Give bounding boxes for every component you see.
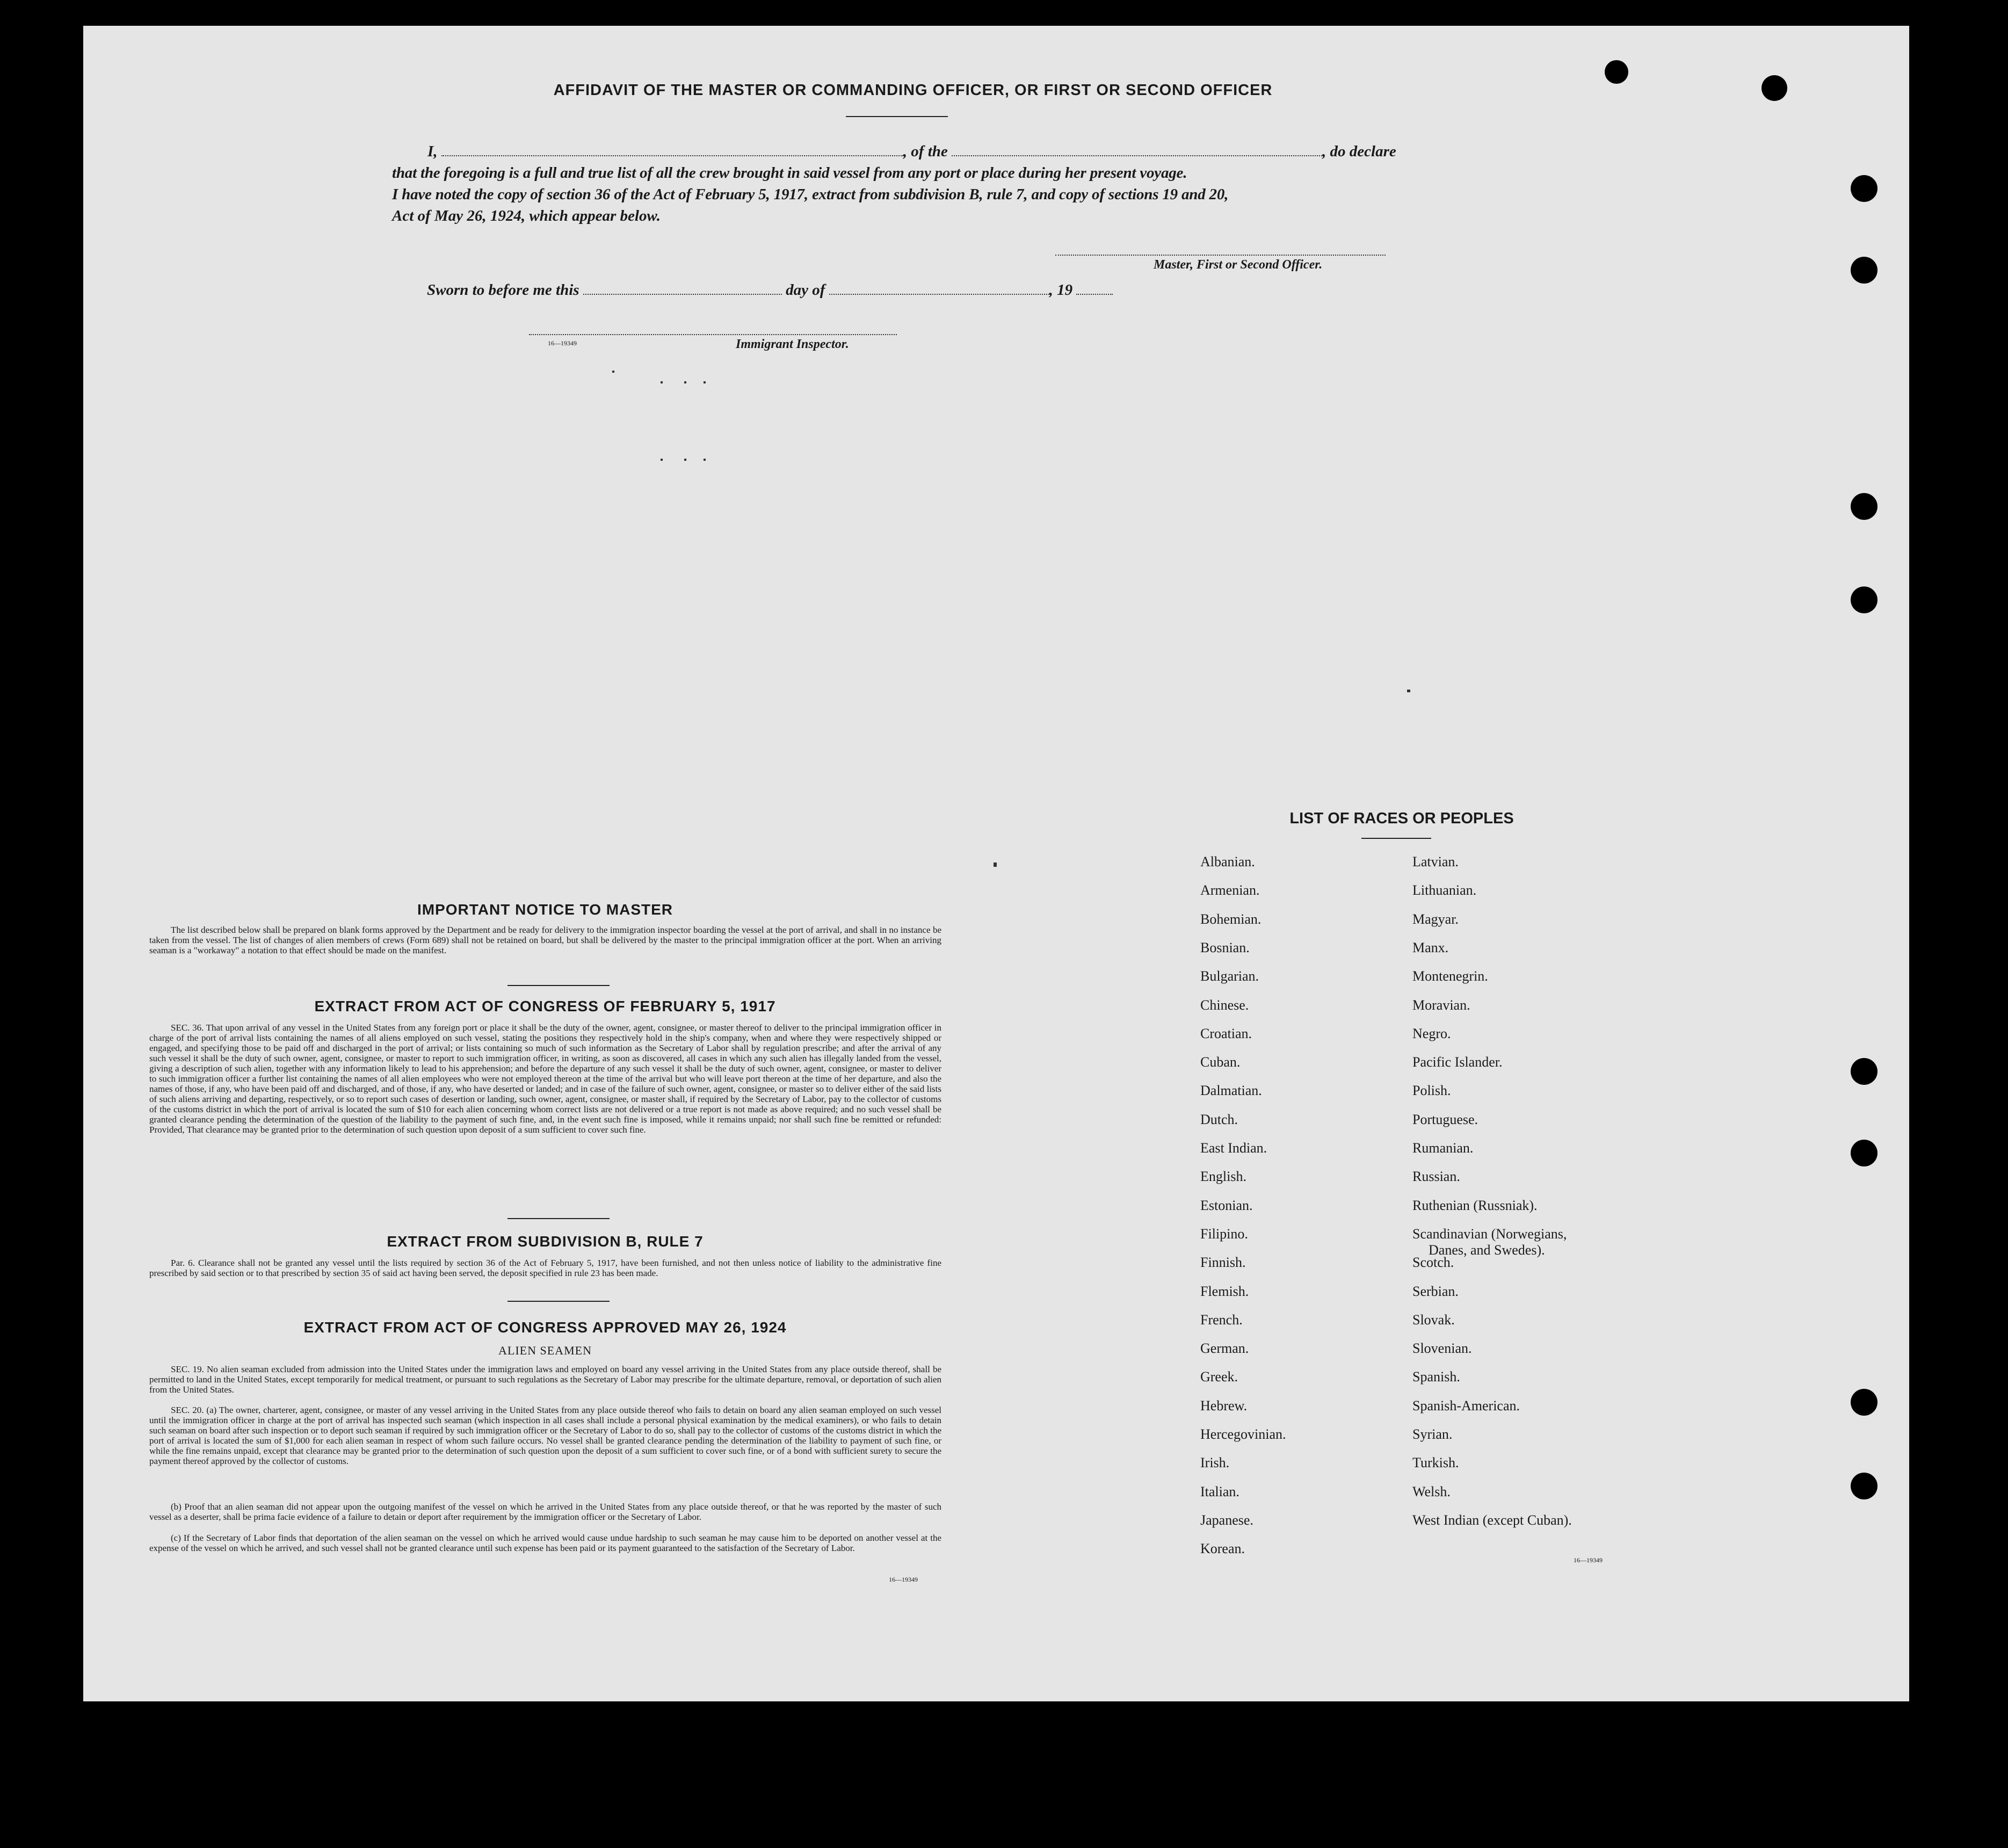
punch-hole	[1851, 1058, 1877, 1085]
race-item: Latvian.	[1412, 854, 1459, 869]
race-item: Lithuanian.	[1412, 882, 1477, 898]
race-item: Russian.	[1412, 1169, 1460, 1185]
title-underline	[846, 116, 948, 117]
extract-1924-sec19: SEC. 19. No alien seaman excluded from admission into the United States under the immigration laws and employed on board any vessel arriving in the United States from any place outside thereof, shall be permitted to land in the United States, except temporarily for medical treatment, or pursuant to such regulations as the Secretary of Labor may prescribe for the ultimate departure, removal, or deportation of such alien from the United States.	[149, 1364, 941, 1395]
section-divider	[508, 1301, 610, 1302]
vessel-name-field[interactable]	[952, 155, 1322, 156]
declaration-line-2: that the foregoing is a full and true list of all the crew brought in said vessel from any port or place during her present voyage.	[392, 164, 1187, 182]
extract-form-number: 16—19349	[889, 1576, 918, 1583]
race-item: Greek.	[1200, 1369, 1238, 1385]
race-item: Hercegovinian.	[1200, 1426, 1286, 1442]
race-item: Spanish.	[1412, 1369, 1460, 1385]
speck	[1407, 690, 1410, 692]
race-item: Slovak.	[1412, 1311, 1455, 1328]
do-declare-label: , do declare	[1322, 143, 1396, 160]
race-item: Albanian.	[1200, 854, 1255, 869]
race-item: Korean.	[1200, 1541, 1245, 1557]
race-item: Chinese.	[1200, 997, 1249, 1013]
speck	[661, 381, 663, 383]
race-item: Bohemian.	[1200, 911, 1262, 927]
races-form-number: 16—19349	[1574, 1556, 1603, 1564]
race-item: Danes, and Swedes).	[1429, 1242, 1545, 1258]
race-item: Finnish.	[1200, 1255, 1246, 1271]
race-item: Bulgarian.	[1200, 968, 1259, 984]
sworn-line	[427, 281, 1179, 299]
race-item: Dutch.	[1200, 1111, 1238, 1127]
race-item: Syrian.	[1412, 1426, 1453, 1442]
race-item: Japanese.	[1200, 1512, 1253, 1528]
master-signature-label: Master, First or Second Officer.	[1154, 258, 1323, 272]
sworn-day-field[interactable]	[583, 293, 782, 295]
declaration-line-3: I have noted the copy of section 36 of the Act of February 5, 1917, extract from subdivision B, rule 7, and copy of sections 19 and 20,	[392, 186, 1229, 203]
extract-1924-subtitle: ALIEN SEAMEN	[498, 1344, 592, 1357]
race-item: Estonian.	[1200, 1197, 1253, 1213]
race-item: Manx.	[1412, 939, 1449, 955]
race-item: Ruthenian (Russniak).	[1412, 1197, 1538, 1213]
race-item: Armenian.	[1200, 882, 1260, 898]
race-item: Spanish-American.	[1412, 1397, 1520, 1414]
punch-hole	[1851, 1473, 1877, 1499]
race-item: Montenegrin.	[1412, 968, 1488, 984]
speck	[704, 381, 706, 383]
race-item: Scandinavian (Norwegians,	[1412, 1226, 1567, 1242]
races-title: LIST OF RACES OR PEOPLES	[1289, 810, 1514, 827]
speck	[684, 459, 686, 461]
speck	[661, 459, 663, 461]
race-item: Magyar.	[1412, 911, 1459, 927]
speck	[684, 381, 686, 383]
race-item: Filipino.	[1200, 1226, 1248, 1242]
declarant-prefix: I,	[427, 143, 438, 160]
races-title-underline	[1361, 838, 1431, 839]
race-item: East Indian.	[1200, 1140, 1267, 1156]
extract-1924-sec20b: (b) Proof that an alien seaman did not appear upon the outgoing manifest of the vessel on which he arrived in the United States from any place outside thereof, or that he was reported by the master of such vessel as a deserter, shall be prima facie evidence of a failure to detain or deport after requirement by the immigration officer or the Secretary of Labor.	[149, 1502, 941, 1522]
race-item: Cuban.	[1200, 1054, 1241, 1070]
sworn-prefix: Sworn to before me this	[427, 281, 579, 299]
punch-hole	[1851, 586, 1877, 613]
of-the-label: , of the	[903, 143, 948, 160]
race-item: Serbian.	[1412, 1283, 1459, 1299]
punch-hole	[1851, 1389, 1877, 1416]
race-item: Italian.	[1200, 1483, 1239, 1499]
punch-hole	[1851, 175, 1877, 202]
day-of-label: day of	[786, 281, 825, 299]
extract-rule7-body: Par. 6. Clearance shall not be granted any vessel until the lists required by section 36 of the Act of February 5, 1917, have been furnished, and not then unless notice of liability to the administrative fine prescribed by said section or to that prescribed by section 35 of said act having been served, the deposit specified in rule 23 has been made.	[149, 1258, 941, 1278]
race-item: French.	[1200, 1311, 1243, 1328]
extract-1924-sec20a: SEC. 20. (a) The owner, charterer, agent, consignee, or master of any vessel arriving in the United States from any place outside thereof who fails to detain on board any alien seaman employed on such vessel until the immigration officer in charge at the port of arrival has inspected such seaman (which inspection in all cases shall include a personal physical examination by the medical examiners), or who fails to detain such seaman on board after such inspection or to deport such seaman if required by such immigration officer or the Secretary of Labor to do so, shall pay to the collector of customs of the customs district in which the port of arrival is located the sum of $1,000 for each alien seaman in respect of whom such failure occurs. No vessel shall be granted clearance pending the determination of the liability to payment of such fine, or while the fine remains unpaid, except that clearance may be granted prior to the determination of such question upon the deposit of a sum sufficient to cover such fine, or of a bond with sufficient surety to secure the payment thereof approved by the collector of customs.	[149, 1405, 941, 1466]
extract-rule7-title: EXTRACT FROM SUBDIVISION B, RULE 7	[387, 1233, 704, 1250]
punch-hole	[1851, 493, 1877, 520]
race-item: Irish.	[1200, 1455, 1230, 1471]
speck	[994, 863, 997, 867]
race-item: Hebrew.	[1200, 1397, 1248, 1414]
extract-1924-title: EXTRACT FROM ACT OF CONGRESS APPROVED MAY 26, 1924	[303, 1319, 787, 1336]
race-item: Flemish.	[1200, 1283, 1249, 1299]
race-item: Bosnian.	[1200, 939, 1250, 955]
affidavit-title: AFFIDAVIT OF THE MASTER OR COMMANDING OFFICER, OR FIRST OR SECOND OFFICER	[553, 82, 1273, 99]
race-item: Polish.	[1412, 1083, 1451, 1099]
punch-hole	[1761, 75, 1787, 101]
race-item: Pacific Islander.	[1412, 1054, 1503, 1070]
race-item: West Indian (except Cuban).	[1412, 1512, 1572, 1528]
speck	[704, 459, 706, 461]
race-item: Welsh.	[1412, 1483, 1451, 1499]
master-signature-line[interactable]	[1055, 255, 1386, 256]
punch-hole	[1851, 1140, 1877, 1166]
race-item: German.	[1200, 1340, 1249, 1357]
punch-hole	[1851, 257, 1877, 284]
race-item: Portuguese.	[1412, 1111, 1478, 1127]
race-item: Scotch.	[1412, 1255, 1454, 1271]
sworn-year-field[interactable]	[1076, 293, 1113, 295]
section-divider	[508, 1218, 610, 1219]
inspector-label: Immigrant Inspector.	[736, 337, 849, 351]
year-label: , 19	[1049, 281, 1073, 299]
extract-1924-sec20c: (c) If the Secretary of Labor finds that deportation of the alien seaman on the vessel on which he arrived would cause undue hardship to such seaman he may cause him to be deported on another vessel at the expense of the vessel on which he arrived, and such vessel shall not be granted clearance until such expense has been paid or its payment guaranteed to the satisfaction of the Secretary of Labor.	[149, 1533, 941, 1553]
race-item: Rumanian.	[1412, 1140, 1474, 1156]
sworn-month-field[interactable]	[829, 293, 1049, 295]
race-item: Negro.	[1412, 1025, 1451, 1041]
race-item: Turkish.	[1412, 1455, 1459, 1471]
notice-body: The list described below shall be prepared on blank forms approved by the Department and be ready for delivery to the immigration inspector boarding the vessel at the port of arrival, and shall in no instance be taken from the vessel. The list of changes of alien members of crews (Form 689) shall not be retained on board, but shall be delivered by the master to the principal immigration officer at the port. When an arriving seaman is a "workaway" a notation to that effect should be made on the manifest.	[149, 925, 941, 955]
declaration-line-4: Act of May 26, 1924, which appear below.	[392, 207, 661, 224]
race-item: Dalmatian.	[1200, 1083, 1262, 1099]
race-item: Moravian.	[1412, 997, 1470, 1013]
declaration-line-1	[427, 143, 1405, 161]
declarant-name-field[interactable]	[441, 155, 903, 156]
section-divider	[508, 985, 610, 986]
race-item: English.	[1200, 1169, 1246, 1185]
affidavit-form-number: 16—19349	[548, 339, 577, 347]
inspector-signature-line[interactable]	[529, 334, 897, 335]
extract-1917-body: SEC. 36. That upon arrival of any vessel in the United States from any foreign port or place it shall be the duty of the owner, agent, consignee, or master thereof to deliver to the principal immigration officer in charge of the port of arrival lists containing the names of all aliens employed on such vessel, stating the positions they respectively hold in the ship's company, when and where they were respectively shipped or engaged, and specifying those to be paid off and discharged in the port of arrival; or lists containing so much of such information as the Secretary of Labor shall by regulation prescribe; and after the arrival of any such vessel it shall be the duty of such owner, agent, consignee, or master to report to such immigration officer, in writing, as soon as discovered, all cases in which any such alien has illegally landed from the vessel, giving a description of such alien, together with any information likely to lead to his apprehension; and before the departure of any such vessel it shall be the duty of such owner, agent, consignee, or master to deliver to such immigration officer a further list containing the names of all alien employees who were not employed thereon at the time of the arrival but who will leave port thereon at the time of her departure, and also the names of those, if any, who have been paid off and discharged, and of those, if any, who have deserted or landed; and in case of the failure of such owner, agent, consignee, or master so to deliver either of the said lists of such aliens arriving and departing, respectively, or so to report such cases of desertion or landing, such owner, agent, consignee, or master shall, if required by the Secretary of Labor, pay to the collector of customs of the customs district in which the port of arrival is located the sum of $10 for each alien concerning whom correct lists are not delivered or a true report is not made as above required; and no such vessel shall be granted clearance pending the determination of the question of the liability to the payment of such fine, and, in the event such fine is imposed, while it remains unpaid; nor shall such fine be remitted or refunded: Provided, That clearance may be granted prior to the determination of such question upon deposit of a sum sufficient to cover such fine.	[149, 1023, 941, 1135]
punch-hole	[1605, 60, 1628, 84]
race-item: Croatian.	[1200, 1025, 1252, 1041]
speck	[612, 371, 614, 373]
extract-1917-title: EXTRACT FROM ACT OF CONGRESS OF FEBRUARY 5, 1917	[314, 998, 776, 1014]
race-item: Slovenian.	[1412, 1340, 1472, 1357]
notice-title: IMPORTANT NOTICE TO MASTER	[417, 901, 673, 918]
